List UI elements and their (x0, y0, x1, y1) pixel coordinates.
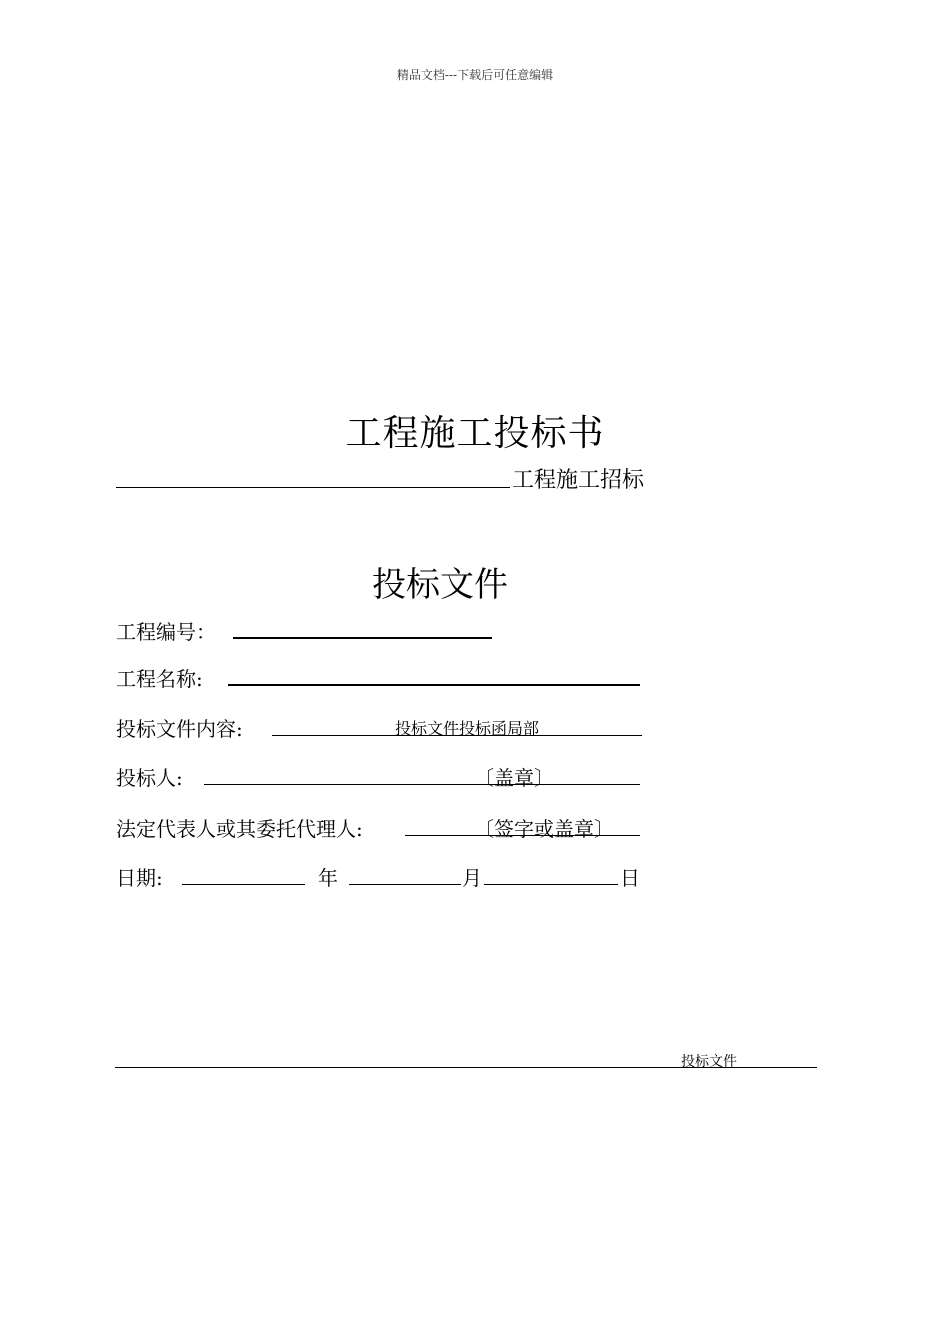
tender-project-underline (116, 487, 510, 488)
date-month-line (349, 884, 461, 885)
document-subtitle: 工程施工招标 (512, 468, 645, 493)
footer-text: 投标文件 (681, 1054, 737, 1070)
date-label: 日期: (116, 866, 163, 890)
bidder-seal: 〔盖章〕 (474, 766, 554, 790)
representative-seal: 〔签字或盖章〕 (474, 817, 614, 841)
bidder-label: 投标人: (116, 766, 183, 790)
document-title: 工程施工投标书 (345, 413, 605, 454)
project-number-label: 工程编号： (116, 620, 216, 644)
project-name-line (228, 684, 640, 686)
bidder-line (204, 784, 640, 785)
date-month: 月 (462, 866, 482, 890)
date-day: 日 (620, 866, 640, 890)
content-label: 投标文件内容: (116, 717, 243, 741)
date-year: 年 (318, 866, 338, 890)
date-year-line (182, 884, 305, 885)
project-name-label: 工程名称: (116, 667, 203, 691)
page-header: 精品文档---下载后可任意编辑 (396, 68, 554, 82)
representative-label: 法定代表人或其委托代理人: (116, 817, 363, 841)
date-day-line (484, 884, 618, 885)
content-value: 投标文件投标函局部 (395, 719, 540, 738)
project-number-line (233, 637, 492, 639)
bid-document-heading: 投标文件 (372, 565, 508, 605)
